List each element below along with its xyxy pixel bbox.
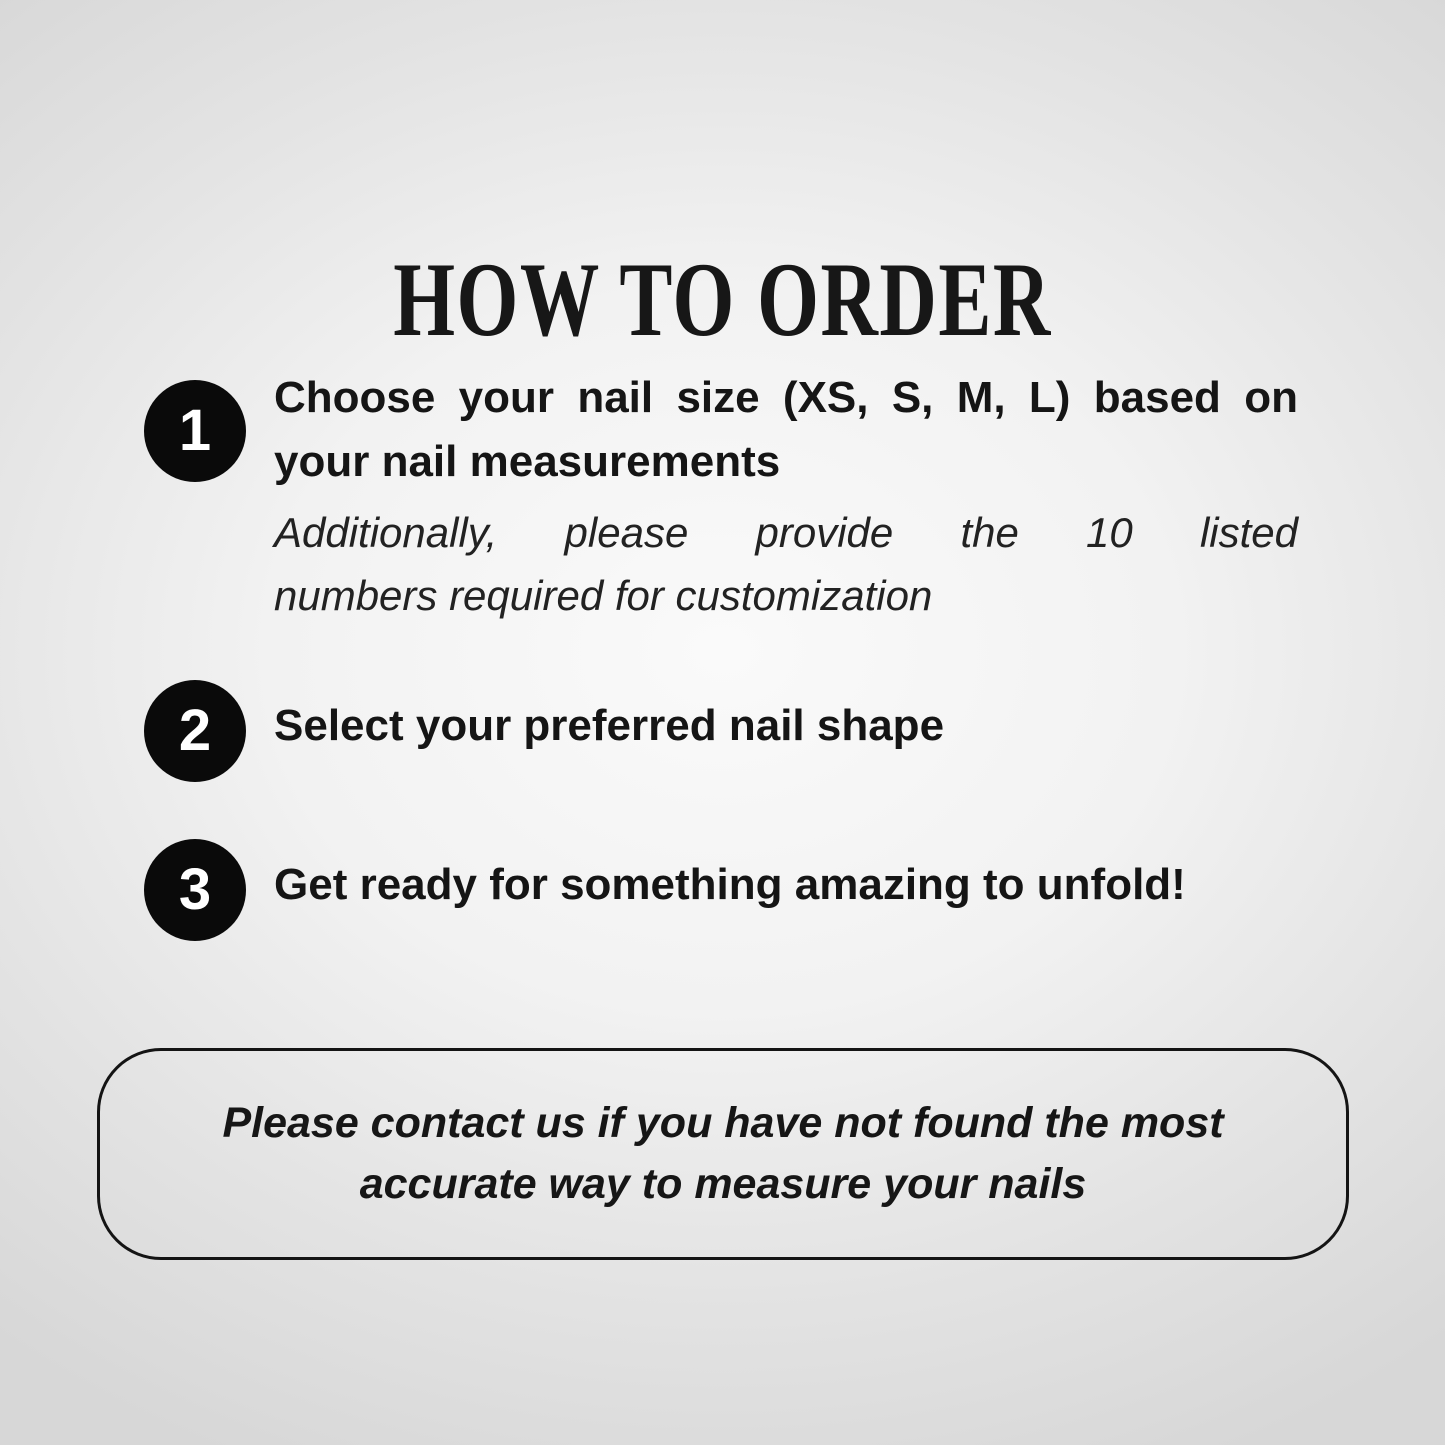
step-3-badge xyxy=(144,839,246,941)
step-2-heading-line-1: Select your preferred nail shape xyxy=(274,701,945,750)
contact-note-box xyxy=(97,1048,1349,1260)
step-1-heading-line-1: Choose your nail size (XS, S, M, L) based on xyxy=(274,373,1298,422)
step-2-badge xyxy=(144,680,246,782)
step-1-note xyxy=(274,501,1298,627)
page-title: HOW TO ORDER xyxy=(393,241,1052,359)
step-2-heading xyxy=(274,694,1298,758)
step-3-number: 3 xyxy=(178,857,212,922)
step-3-heading xyxy=(274,853,1298,917)
contact-note-line-2: accurate way to measure your nails xyxy=(359,1160,1087,1208)
step-2-number: 2 xyxy=(178,698,212,763)
step-1-badge xyxy=(144,380,246,482)
step-3-heading-line-1: Get ready for something amazing to unfold! xyxy=(274,860,1186,909)
contact-note-line-1: Please contact us if you have not found the most xyxy=(222,1099,1224,1147)
step-1-number: 1 xyxy=(178,398,212,463)
contact-note-text xyxy=(222,1093,1223,1215)
step-1-note-line-2: numbers required for customization xyxy=(274,572,933,619)
step-1-note-line-1: Additionally, please provide the 10 listed xyxy=(274,509,1298,556)
step-1-heading-line-2: your nail measurements xyxy=(274,437,781,486)
step-1-heading xyxy=(274,366,1298,494)
